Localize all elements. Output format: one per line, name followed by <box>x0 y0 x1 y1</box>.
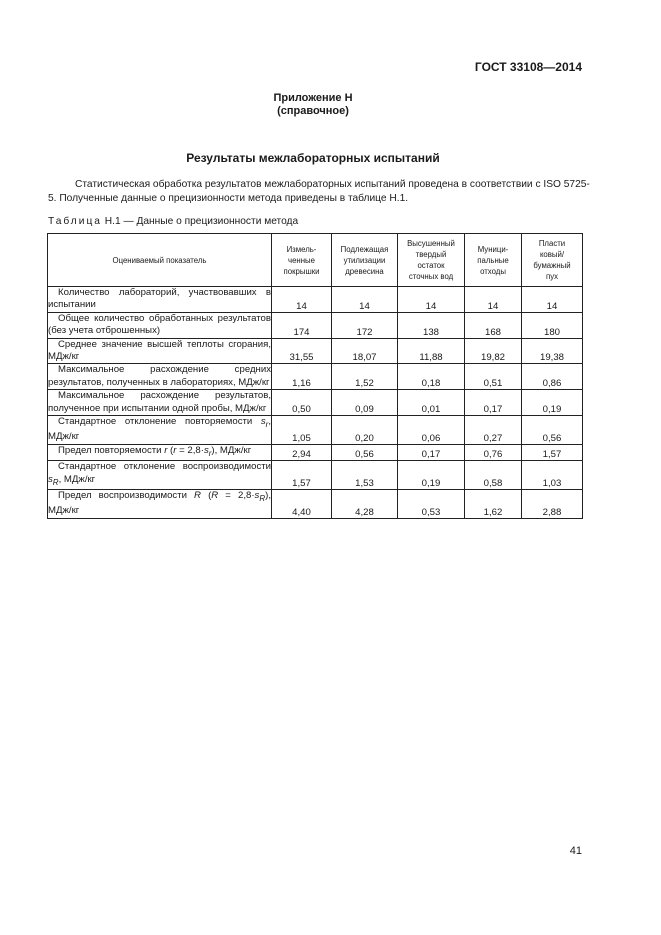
standard-number: ГОСТ 33108—2014 <box>474 60 582 74</box>
value-cell: 0,56 <box>522 416 583 445</box>
value-cell: 2,94 <box>272 444 332 460</box>
value-cell: 0,17 <box>398 444 465 460</box>
value-cell: 2,88 <box>522 489 583 518</box>
value-cell: 14 <box>465 287 522 313</box>
appendix-heading <box>0 92 626 118</box>
value-cell: 0,86 <box>522 364 583 390</box>
row-label: Максимальное расхождение средних результатов, полученных в лабораториях, МДж/кг <box>48 364 271 388</box>
table-row <box>48 444 583 460</box>
page-number: 41 <box>569 845 582 857</box>
table-row <box>48 364 583 390</box>
intro-paragraph: Статистическая обработка результатов межлабораторных испытаний проведена в соответствии с ISO 5725-5. Полученные данные о прецизионности метода приведены в таблице Н.1. <box>48 179 590 204</box>
table-row <box>48 489 583 518</box>
value-cell: 1,16 <box>272 364 332 390</box>
value-cell: 172 <box>332 312 398 338</box>
value-cell: 14 <box>272 287 332 313</box>
row-label: Среднее значение высшей теплоты сгорания, МДж/кг <box>48 338 271 363</box>
column-header: Пласти ковый/ бумажный пух <box>522 234 583 287</box>
value-cell: 4,28 <box>332 489 398 518</box>
column-header: Муници- пальные отходы <box>465 234 522 287</box>
value-cell: 0,18 <box>398 364 465 390</box>
value-cell: 1,53 <box>332 461 398 490</box>
value-cell: 0,20 <box>332 416 398 445</box>
value-cell: 180 <box>522 312 583 338</box>
value-cell: 1,05 <box>272 416 332 445</box>
value-cell: 168 <box>465 312 522 338</box>
value-cell: 0,01 <box>398 390 465 416</box>
value-cell: 0,09 <box>332 390 398 416</box>
table-caption <box>48 216 298 227</box>
value-cell: 174 <box>272 312 332 338</box>
value-cell: 4,40 <box>272 489 332 518</box>
value-cell: 0,76 <box>465 444 522 460</box>
table-row <box>48 390 583 416</box>
appendix-subtitle: (справочное) <box>277 105 349 117</box>
row-label: Максимальное расхождение результатов, полученное при испытании одной пробы, МДж/кг <box>48 390 271 414</box>
row-label: Предел повторяемости r $(r = 2,8\cdot s_r)$, МДж/кг <box>48 444 272 460</box>
value-cell: 0,56 <box>332 444 398 460</box>
table-row <box>48 416 583 445</box>
value-cell: 1,52 <box>332 364 398 390</box>
table-header-row <box>48 234 583 287</box>
value-cell: 0,27 <box>465 416 522 445</box>
value-cell: 18,07 <box>332 338 398 364</box>
value-cell: 1,62 <box>465 489 522 518</box>
row-label: Общее количество обработанных результатов (без учета отброшенных) <box>48 312 271 337</box>
value-cell: 19,38 <box>522 338 583 364</box>
value-cell: 1,57 <box>272 461 332 490</box>
value-cell: 1,57 <box>522 444 583 460</box>
row-label: Предел воспроизводимости R $(R = 2,8\cdot s_R)$, МДж/кг <box>48 489 271 517</box>
value-cell: 19,82 <box>465 338 522 364</box>
column-header: Подлежащая утилизации древесина <box>332 234 398 287</box>
row-label: Стандартное отклонение повторяемости $s_r$, МДж/кг <box>48 416 271 443</box>
column-header: Измель- ченные покрышки <box>272 234 332 287</box>
precision-table <box>47 233 583 519</box>
value-cell: 0,06 <box>398 416 465 445</box>
value-cell: 0,19 <box>522 390 583 416</box>
value-cell: 14 <box>332 287 398 313</box>
value-cell: 0,51 <box>465 364 522 390</box>
value-cell: 0,53 <box>398 489 465 518</box>
value-cell: 0,58 <box>465 461 522 490</box>
section-title: Результаты межлабораторных испытаний <box>186 151 440 165</box>
table-row <box>48 312 583 338</box>
value-cell: 11,88 <box>398 338 465 364</box>
table-caption-prefix: Таблица <box>48 216 102 227</box>
column-header: Высушенный твердый остаток сточных вод <box>398 234 465 287</box>
value-cell: 14 <box>522 287 583 313</box>
value-cell: 31,55 <box>272 338 332 364</box>
table-caption-text: Н.1 — Данные о прецизионности метода <box>101 216 299 227</box>
value-cell: 0,17 <box>465 390 522 416</box>
appendix-title: Приложение Н <box>273 92 353 104</box>
value-cell: 138 <box>398 312 465 338</box>
row-label: Количество лабораторий, участвовавших в испытании <box>48 287 271 311</box>
row-label: Стандартное отклонение воспроизводимости $s_R$, МДж/кг <box>48 461 272 490</box>
value-cell: 1,03 <box>522 461 583 490</box>
table-row <box>48 287 583 313</box>
table-body <box>48 287 583 519</box>
value-cell: 0,19 <box>398 461 465 490</box>
value-cell: 14 <box>398 287 465 313</box>
table-row <box>48 461 583 490</box>
table-row <box>48 338 583 364</box>
column-header-indicator: Оцениваемый показатель <box>48 234 272 287</box>
value-cell: 0,50 <box>272 390 332 416</box>
